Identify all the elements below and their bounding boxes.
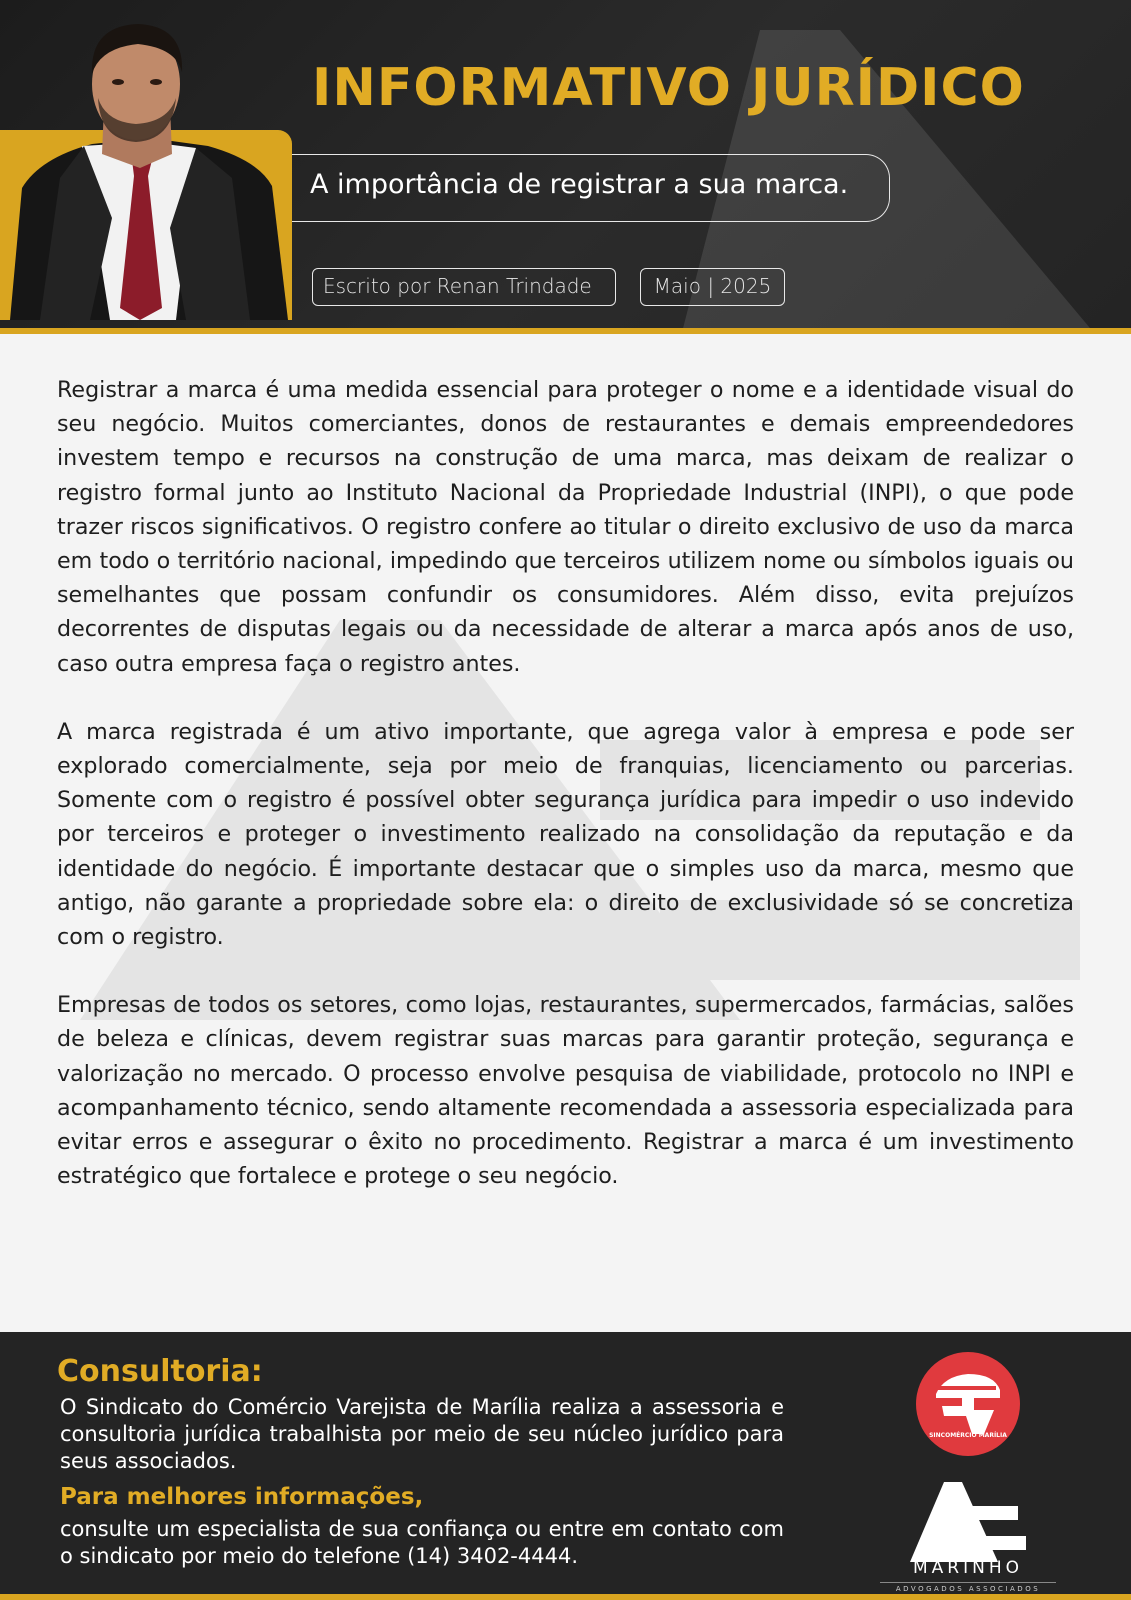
footer-divider (0, 1594, 1131, 1600)
subtitle-box (292, 154, 890, 222)
info-heading: Para melhores informações, (60, 1484, 424, 1510)
author-tag: Escrito por Renan Trindade (312, 268, 616, 306)
page-title: INFORMATIVO JURÍDICO (312, 58, 1025, 118)
footer (0, 1332, 1131, 1600)
consult-text: O Sindicato do Comércio Varejista de Marília realiza a assessoria e consultoria jurídica trabalhista por meio de seu núcleo jurídico para seus associados. (60, 1395, 784, 1473)
author-photo (0, 18, 292, 320)
sincomercio-logo-icon (914, 1350, 1022, 1458)
article-paragraph-2: A marca registrada é um ativo importante, que agrega valor à empresa e pode ser explorado comercialmente, seja por meio de franquias, licenciamento ou parcerias. Somente com o registro é possível obter segurança jurídica para impedir o uso indevido por terceiros e proteger o investimento realizado na consolidação da reputação e da identidade do negócio. É importante destacar que o simples uso da marca, mesmo que antigo, não garante a propriedade sobre ela: o direito de exclusividade só se concretiza com o registro. (57, 718, 1074, 951)
marinho-logo-icon (910, 1480, 1026, 1562)
article-body (57, 373, 1074, 1227)
date-tag: Maio | 2025 (640, 268, 785, 306)
header-divider (0, 328, 1131, 334)
header-banner (0, 0, 1131, 330)
article-paragraph-1: Registrar a marca é uma medida essencial para proteger o nome e a identidade visual do seu negócio. Muitos comerciantes, donos de restaurantes e demais empreendedores investem tempo e recursos na construção de uma marca, mas deixam de realizar o registro formal junto ao Instituto Nacional da Propriedade Industrial (INPI), o que pode trazer riscos significativos. O registro confere ao titular o direito exclusivo de uso da marca em todo o território nacional, impedindo que terceiros utilizem nome ou símbolos iguais ou semelhantes que possam confundir os consumidores. Além disso, evita prejuízos decorrentes de disputas legais ou da necessidade de alterar a marca após anos de uso, caso outra empresa faça o registro antes. (57, 377, 1074, 677)
article-subtitle: A importância de registrar a sua marca. (310, 169, 849, 200)
marinho-logo-name: MARINHO (912, 1558, 1023, 1578)
contact-text: consulte um especialista de sua confiança ou entre em contato com o sindicato por meio do telefone (14) 3402-4444. (60, 1517, 784, 1568)
article-paragraph-3: Empresas de todos os setores, como lojas, restaurantes, supermercados, farmácias, salões de beleza e clínicas, devem registrar suas marcas para garantir proteção, segurança e valorização no mercado. O processo envolve pesquisa de viabilidade, protocolo no INPI e acompanhamento técnico, sendo altamente recomendada a assessoria especializada para evitar erros e assegurar o êxito no procedimento. Registrar a marca é um investimento estratégico que fortalece e protege o seu negócio. (57, 992, 1074, 1190)
sincomercio-logo-text: SINCOMÉRCIO MARÍLIA (929, 1432, 1007, 1439)
consult-heading: Consultoria: (57, 1354, 263, 1389)
marinho-logo-subtitle: ADVOGADOS ASSOCIADOS (880, 1582, 1056, 1593)
